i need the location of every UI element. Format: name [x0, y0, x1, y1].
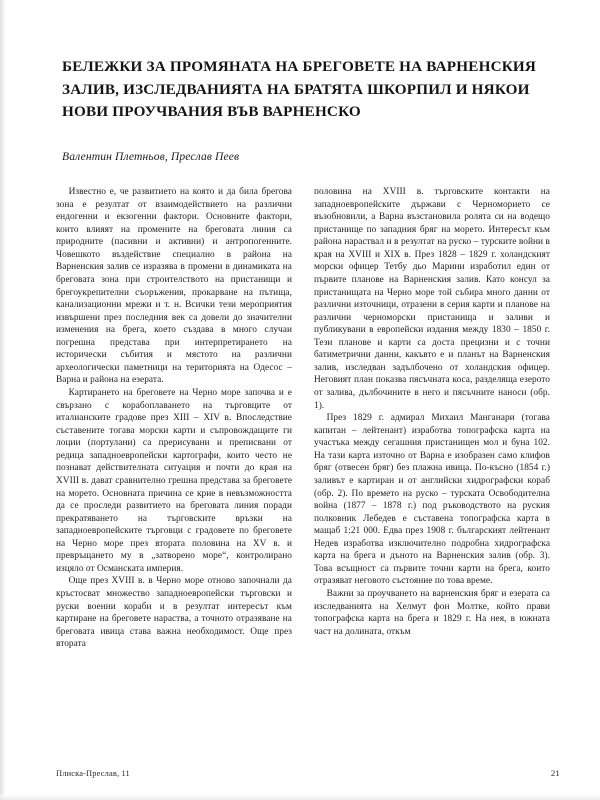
running-head: Плиска-Преслав, 11 — [56, 769, 130, 778]
page-number: 21 — [550, 768, 560, 778]
paragraph: През 1829 г. адмирал Михаил Манганари (тогава капитан – лейтенант) изработва топографска карта на участъка между сегашния пристанищен мол и буна 102. На тази карта източно от Варна е изобразен само клифов бряг (отвесен бряг) без плажна ивица. По-късно (1854 г.) заливът е картиран и от английски хидрографски кораб (обр. 2). По времето на руско – турската Освободителна война (1877 – 1878 г.) под ръководството на руския полковник Лебедев е съставена топографска карта в мащаб 1:21 000. Едва през 1908 г. българският лейтенант Недев изработва изключително подробна хидрографска карта на брега и дъното на Варненския залив (обр. 3). Това всъщност са първите точни карти на брега, които отразяват неговото състояние по това време. — [314, 413, 550, 587]
paragraph: половина на XVIII в. търговските контакти на западноевропейските държави с Черноморието се възобновили, а Варна възстановила ролята си на водещо пристанище по западния бряг на морето. Интересът към района нараствал и в резултат на руско – турските войни в края на XVIII и XIX в. През 1828 – 1829 г. холандският морски офицер Тетбу дьо Марини изработил един от първите планове на Варненския залив. Като консул за пристанищата на Черно море той събира много данни от различни източници, отразени в серия карти и планове на различни черноморски пристанища и заливи и публикувани в европейски издания между 1830 – 1850 г. Тези планове и карти са доста прецизни и с точни батиметрични данни, какъвто е и планът на Варненския залив, изследван задълбочено от холандския офицер. Неговият план показва пясъчната коса, разделяща езерото от залива, дълбочините в него и пясъчните наноси (обр. 1). — [314, 187, 550, 411]
paragraph: Известно е, че развитието на която и да била брегова зона е резултат от взаимодействието на различни ендогенни и екзогенни фактори. Основните фактори, които влияят на промените на бреговата линия са природните (пасивни и активни) и антропогенните. Човешкото въздействие специално в района на Варненския залив се изразява в промени в динамиката на бреговата зона при строителството на пристанищи и брегоукрепителни съоръжения, прокарване на пътища, канализационни мрежи и т. н. Всички тези мероприятия извършени през последния век са довели до значителни изменения на брега, което създава в много случаи погрешна представа при интерпретирането на исторически събития и мястото на различни археологически паметници на територията на Одесос – Варна и района на езерата. — [56, 187, 292, 386]
right-column — [314, 186, 550, 746]
paragraph: Важни за проучването на варненския бряг и езерата са изследванията на Хелмут фон Молтке, който прави топографска карта на брега и 1829 г. На нея, в южната част на долината, откъм — [314, 589, 550, 637]
page-title: БЕЛЕЖКИ ЗА ПРОМЯНАТА НА БРЕГОВЕТЕ НА ВАРНЕНСКИЯ ЗАЛИВ, ИЗСЛЕДВАНИЯТА НА БРАТЯТА ШКОРПИЛ И НЯКОИ НОВИ ПРОУЧВАНИЯ ВЪВ ВАРНЕНСКО — [62, 58, 537, 120]
left-column — [56, 186, 292, 746]
body-columns — [56, 186, 550, 746]
page-footer — [56, 768, 560, 778]
title-block — [0, 0, 600, 124]
scan-bottom-shadow — [0, 795, 600, 800]
paragraph: Картирането на бреговете на Черно море започва и е свързано с корабоплаването на търговците от италианските градове през XIII – XIV в. Впоследствие съставените тогава морски карти и съпровождащите ги лоции (портулани) са прерисувани и преписвани от редица западноевропейски картографи, които често не познават действителната ситуация и почти до края на XVIII в. дават сравнително грешна представа за бреговете на морето. Основната причина се крие в невъзможността да се проследи развитието на бреговата линия поради прекратяването на търговските връзки на западноевропейските търговци с градовете по бреговете на Черно море през втората половина на XV в. и превръщането му в „затворено море“, контролирано изцяло от Османската империя. — [56, 388, 292, 574]
authors-line: Валентин Плетньов, Преслав Пеев — [62, 149, 240, 163]
paragraph: Още през XVIII в. в Черно море отново започнали да кръстосват множество западноевропейски търговски и руски военни кораби и в резултат интересът към картиране на бреговете нараства, а точното отразяване на бреговата ивица става важна необходимост. Още през втората — [56, 576, 292, 650]
